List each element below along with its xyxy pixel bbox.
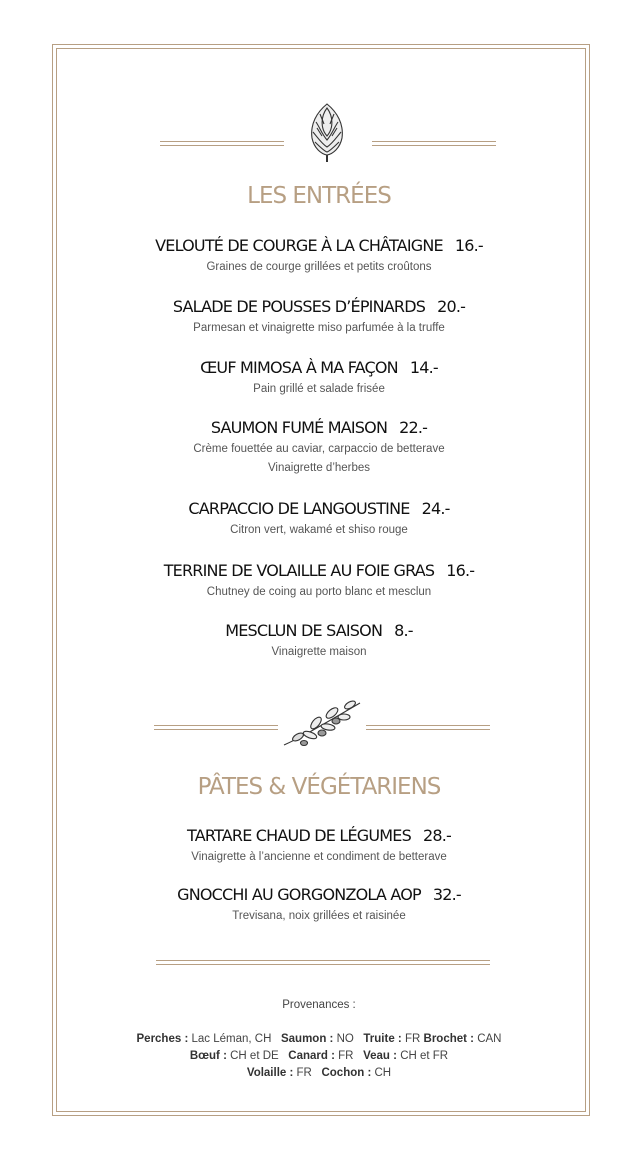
dish-name: CARPACCIO DE LANGOUSTINE [188, 499, 410, 518]
dish-name: ŒUF MIMOSA À MA FAÇON [200, 358, 398, 377]
dish-price: 16.- [446, 561, 475, 580]
dish-price: 14.- [409, 358, 438, 377]
provenance-line [0, 1033, 638, 1045]
provenance-value: FR [296, 1067, 312, 1079]
provenance-value: CAN [477, 1033, 502, 1045]
divider-bottom [156, 960, 490, 965]
dish-price: 24.- [421, 499, 450, 518]
dish-item [0, 826, 638, 867]
provenance-title: Provenances : [282, 999, 356, 1011]
dish-description: Pain grillé et salade frisée [253, 383, 385, 395]
provenance-key: Saumon : [280, 1033, 334, 1045]
dish-item [0, 418, 638, 478]
dish-description: Graines de courge grillées et petits croûtons [206, 261, 432, 273]
dish-item [0, 358, 638, 399]
dish-price: 20.- [437, 297, 466, 316]
provenance-value: CH et DE [230, 1050, 279, 1062]
divider-right-middle [366, 725, 490, 730]
section-title-entrees: LES ENTRÉES [247, 183, 391, 209]
dish-price: 32.- [432, 885, 461, 904]
dish-description: Vinaigrette à l’ancienne et condiment de betterave [191, 851, 447, 863]
dish-description: Trevisana, noix grillées et raisinée [232, 910, 406, 922]
dish-description: Vinaigrette d’herbes [267, 462, 371, 474]
divider-right-top [372, 141, 496, 146]
divider-left-middle [154, 725, 278, 730]
dish-item [0, 297, 638, 338]
provenance-key: Volaille : [246, 1067, 294, 1079]
divider-left-top [160, 141, 284, 146]
provenance-value: FR [404, 1033, 421, 1045]
section-title-pates: PÂTES & VÉGÉTARIENS [197, 774, 441, 800]
provenance-key: Canard : [288, 1050, 335, 1062]
dish-name: GNOCCHI AU GORGONZOLA AOP [177, 885, 421, 904]
provenance-key: Bœuf : [189, 1050, 227, 1062]
dish-item [0, 499, 638, 540]
provenance-key: Brochet : [423, 1033, 474, 1045]
dish-item [0, 885, 638, 926]
provenance-value: CH [374, 1067, 392, 1079]
dish-name: SAUMON FUMÉ MAISON [210, 418, 388, 437]
dish-name: VELOUTÉ DE COURGE À LA CHÂTAIGNE [155, 236, 443, 255]
dish-item [0, 561, 638, 602]
dish-name: SALADE DE POUSSES D’ÉPINARDS [172, 297, 426, 316]
provenance-value: NO [336, 1033, 354, 1045]
dish-price: 8.- [394, 621, 413, 640]
dish-name: TERRINE DE VOLAILLE AU FOIE GRAS [163, 561, 435, 580]
provenance-key: Truite : [363, 1033, 402, 1045]
provenance-value: CH et FR [400, 1050, 449, 1062]
provenance-key: Perches : [136, 1033, 189, 1045]
provenance-key: Cochon : [321, 1067, 372, 1079]
dish-description: Chutney de coing au porto blanc et mesclun [206, 586, 432, 598]
dish-price: 22.- [399, 418, 428, 437]
dish-item [0, 236, 638, 277]
dish-description: Vinaigrette maison [271, 646, 367, 658]
provenance-key: Veau : [363, 1050, 397, 1062]
olive-branch-icon [280, 697, 364, 749]
dish-name: TARTARE CHAUD DE LÉGUMES [186, 826, 411, 845]
provenance-value: Lac Léman, CH [191, 1033, 272, 1045]
provenance-value: FR [338, 1050, 354, 1062]
dish-description: Crème fouettée au caviar, carpaccio de betterave [193, 443, 445, 455]
dish-description: Parmesan et vinaigrette miso parfumée à la truffe [193, 322, 445, 334]
provenance-line [0, 1050, 638, 1062]
artichoke-icon [302, 100, 352, 164]
dish-name: MESCLUN DE SAISON [225, 621, 383, 640]
dish-price: 28.- [422, 826, 452, 845]
dish-description: Citron vert, wakamé et shiso rouge [230, 524, 408, 536]
dish-price: 16.- [454, 236, 483, 255]
dish-item [0, 621, 638, 662]
provenance-line [0, 1067, 638, 1079]
